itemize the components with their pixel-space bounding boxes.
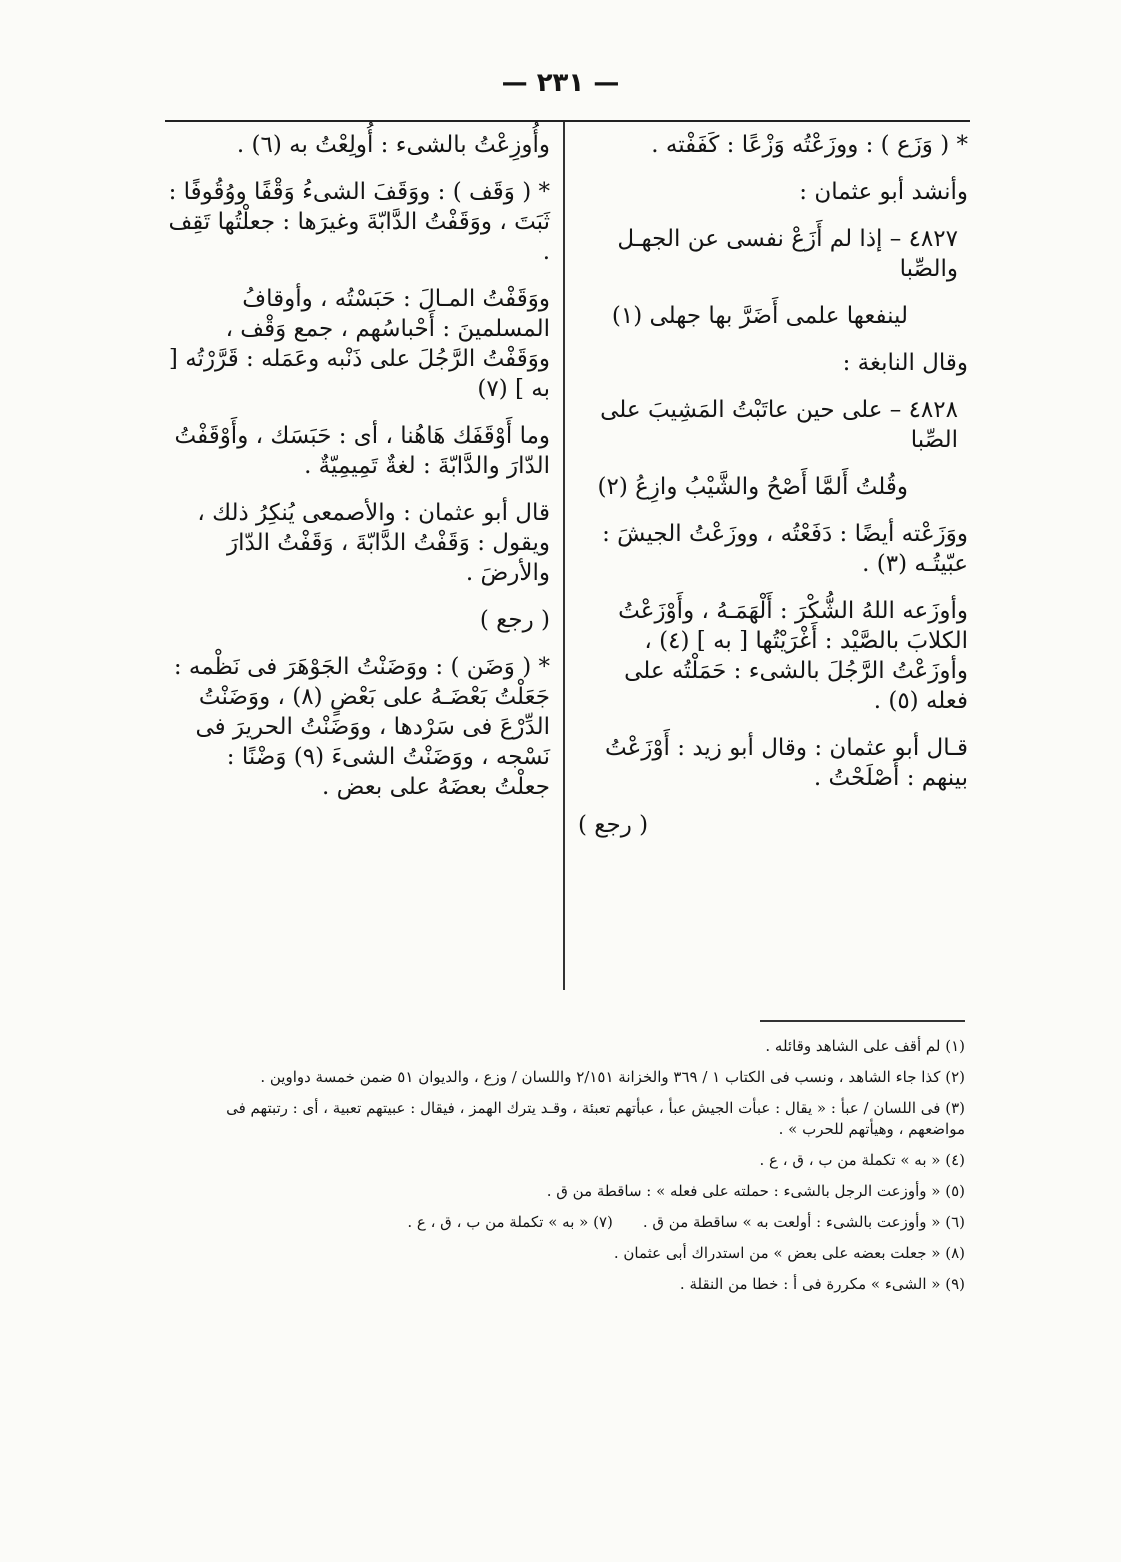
entry-wazatuhu-aydan: ووَزَعْته أيضًا : دَفَعْتُه ، ووزَعْتُ الجيشَ : عبّيتُـه (٣) . <box>602 521 968 577</box>
footnote-5: (٥) « وأوزعت الرجل بالشىء : حملته على فعله » : ساقطة من ق . <box>546 1182 965 1200</box>
footnote-4: (٤) « به » تكملة من ب ، ق ، ع . <box>759 1151 965 1169</box>
right-column <box>578 130 968 840</box>
page-number: — ٢٣١ — <box>501 68 620 98</box>
entry-al-asmai: قال أبو عثمان : والأصمعى يُنكِرُ ذلك ، ويقول : وَقَفْتُ الدَّابّةَ ، وَقَفْتُ الدّارَ والأرضَ . <box>197 500 550 586</box>
footnote-row-6-7 <box>165 1212 965 1233</box>
footnotes <box>165 1036 965 1305</box>
verse-4828-first-half: ٤٨٢٨ – على حين عاتَبْتُ المَشِيبَ على الصِّبا <box>600 397 958 453</box>
footnote-7: (٧) « به » تكملة من ب ، ق ، ع . <box>407 1213 613 1231</box>
footnote-3: (٣) فى اللسان / عبأ : « يقال : عبأت الجيش عبأ ، عبأتهم تعبئة ، وقـد يترك الهمز ، فيقال : عبيتهم تعبية ، أى : رتبتهم فى مواضعهم ، وهيأتهم للحرب » . <box>226 1099 965 1138</box>
entry-waqaftu-al-mal: ووَقَفْتُ المـالَ : حَبَسْتُه ، وأوقافُ المسلمينَ : أَحْباسُهم ، جمع وَقْف ، ووَقَفْتُ الرَّجُلَ على ذَنْبه وعَمَله : قَرَّرْتُه [ به ] (٧) <box>168 286 550 402</box>
header-rule <box>165 120 970 122</box>
return-tag: ( رجع ) <box>479 607 550 633</box>
verse-4827-second-half: لينفعها علمى أَضَرَّ بها جهلى (١) <box>611 303 908 329</box>
return-tag: ( رجع ) <box>578 812 649 838</box>
footnote-rule <box>760 1020 965 1022</box>
entry-wadana-heading: * ( وَضَن ) : ووَضَنْتُ الجَوْهَرَ فى نَظْمه : جَعَلْتُ بَعْضَـهُ على بَعْضٍ (٨) ، ووَضَنْتُ الدِّرْعَ فى سَرْدها ، ووَضَنْتُ الحريرَ فى نَسْجه ، ووَضَنْتُ الشىءَ (٩) وَضْنًا : جعلْتُ بعضَهُ على بعض . <box>173 654 550 800</box>
entry-awqafaka: وما أَوْقَفَك هَاهُنا ، أى : حَبَسَك ، وأَوْقَفْتُ الدّارَ والدَّابّةَ : لغةٌ تَمِيمِيّةٌ . <box>174 423 550 479</box>
footnote-1: (١) لم أقف على الشاهد وقائله . <box>765 1037 965 1055</box>
verse-4828-second-half: وقُلتُ أَلمَّا أَصْحُ والشَّيْبُ وازِعُ (٢) <box>597 474 908 500</box>
entry-al-nabigha-said: وقال النابغة : <box>842 350 968 376</box>
verse-4827-first-half: ٤٨٢٧ – إذا لم أَزَعْ نفسى عن الجهـل والصِّبا <box>617 226 958 282</box>
entry-abu-uthman-recited: وأنشد أبو عثمان : <box>799 179 968 205</box>
footnote-2: (٢) كذا جاء الشاهد ، ونسب فى الكتاب ١ / ٣٦٩ والخزانة ٢/١٥١ واللسان / وزع ، والديوان ٥١ ضمن خمسة دواوين . <box>260 1068 965 1086</box>
entry-uzitu: وأُوزِعْتُ بالشىء : أُولِعْتُ به (٦) . <box>236 132 550 158</box>
left-column <box>165 130 550 819</box>
entry-awzaahu-allah: وأوزَعه اللهُ الشُّكْرَ : أَلْهَمَـهُ ، وأَوْزَعْتُ الكلابَ بالصَّيْد : أَغْرَيْتُها [ به ] (٤) ، وأوزَعْتُ الرَّجُلَ بالشىء : حَمَلْتُه على فعله (٥) . <box>618 598 968 714</box>
entry-waqafa-heading: * ( وَقَف ) : ووَقَفَ الشىءُ وَقْفًا ووُقُوفًا : ثَبَتَ ، ووَقَفْتُ الدَّابّةَ وغيرَها : جعلْتُها تَقِف . <box>168 179 550 265</box>
footnote-6: (٦) « وأوزعت بالشىء : أولعت به » ساقطة من ق . <box>642 1213 965 1231</box>
footnote-8: (٨) « جعلت بعضه على بعض » من استدراك أبى عثمان . <box>613 1244 965 1262</box>
column-divider <box>563 122 565 990</box>
footnote-9: (٩) « الشىء » مكررة فى أ : خطا من النقلة . <box>679 1275 965 1293</box>
entry-wazaa-heading: * ( وَزَع ) : ووزَعْتُه وَزْعًا : كَفَفْته . <box>651 132 968 158</box>
entry-abu-zayd: قـال أبو عثمان : وقال أبو زيد : أَوْزَعْتُ بينهم : أَصْلَحْتُ . <box>605 735 968 791</box>
